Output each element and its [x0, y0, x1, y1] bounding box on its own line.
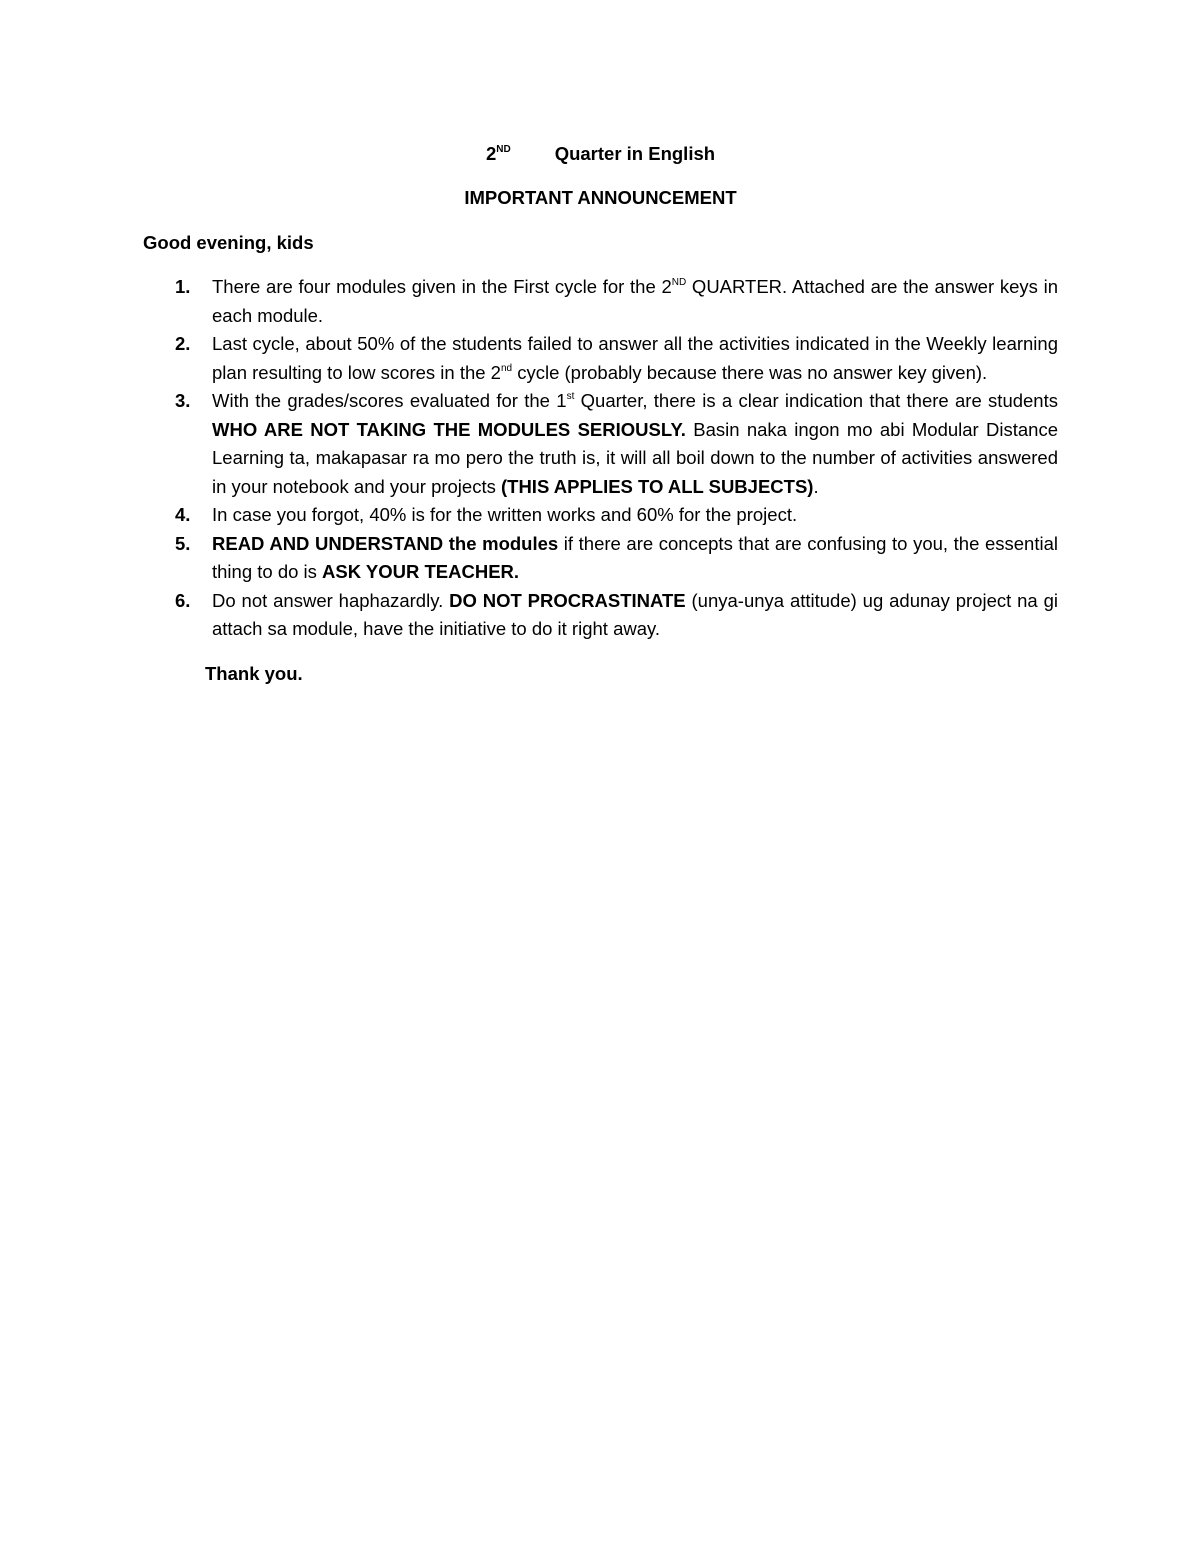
item-text: Do not answer haphazardly. [212, 589, 450, 611]
item-text: QUARTER. Attached are the answer keys in each module. [212, 276, 1058, 326]
item-text: Basin naka ingon mo abi Modular Distance Learning ta, makapasar ra mo pero the truth is, it will all boil down to the number of activities answered in your notebook and your projects [212, 418, 1059, 497]
item-superscript: ND [671, 277, 687, 288]
list-item-number: 3. [175, 390, 191, 411]
list-item [143, 587, 1058, 644]
title-ordinal: 2 [485, 143, 497, 164]
item-text: Quarter, there is a clear indication that there are students [574, 390, 1058, 411]
list-item [143, 273, 1058, 330]
title-text: Quarter in English [554, 143, 716, 164]
document-content [143, 140, 1058, 688]
list-item [143, 501, 1058, 530]
announcement-list [143, 273, 1058, 644]
item-text: cycle (probably because there was no answer key given). [512, 361, 988, 383]
list-item [143, 387, 1058, 501]
item-emphasis: (THIS APPLIES TO ALL SUBJECTS) [500, 475, 814, 497]
closing: Thank you. [205, 662, 303, 684]
greeting: Good evening, kids [143, 231, 314, 253]
list-item-number: 1. [175, 276, 191, 297]
item-text: Last cycle, about 50% of the students failed to answer all the activities indicated in the Weekly learning plan resulting to low scores in the 2 [212, 333, 1058, 383]
item-text: (unya-unya attitude) ug adunay project na gi attach sa module, have the initiative to do it right away. [212, 589, 1058, 639]
item-text: With the grades/scores evaluated for the 1 [212, 390, 567, 411]
item-text: In case you forgot, 40% is for the written works and 60% for the project. [212, 504, 798, 525]
item-emphasis: DO NOT PROCRASTINATE [449, 589, 686, 611]
item-emphasis: WHO ARE NOT TAKING THE MODULES SERIOUSLY. [212, 418, 686, 440]
list-item-number: 6. [175, 589, 191, 611]
list-item [143, 530, 1058, 587]
document-title [143, 140, 1058, 170]
item-text: There are four modules given in the First cycle for the 2 [212, 276, 672, 297]
list-item [143, 330, 1058, 387]
announcement-heading: IMPORTANT ANNOUNCEMENT [464, 187, 737, 208]
item-emphasis: ASK YOUR TEACHER. [322, 561, 520, 582]
item-text: if there are concepts that are confusing to you, the essential thing to do is [212, 532, 1058, 582]
list-item-number: 4. [175, 504, 191, 525]
item-emphasis: READ AND UNDERSTAND the modules [212, 532, 559, 554]
list-item-number: 5. [175, 532, 191, 554]
list-item-number: 2. [175, 333, 191, 354]
title-ordinal-suffix: ND [496, 144, 511, 155]
item-text: . [813, 475, 819, 497]
item-superscript: st [566, 391, 575, 402]
item-superscript: nd [500, 362, 513, 374]
